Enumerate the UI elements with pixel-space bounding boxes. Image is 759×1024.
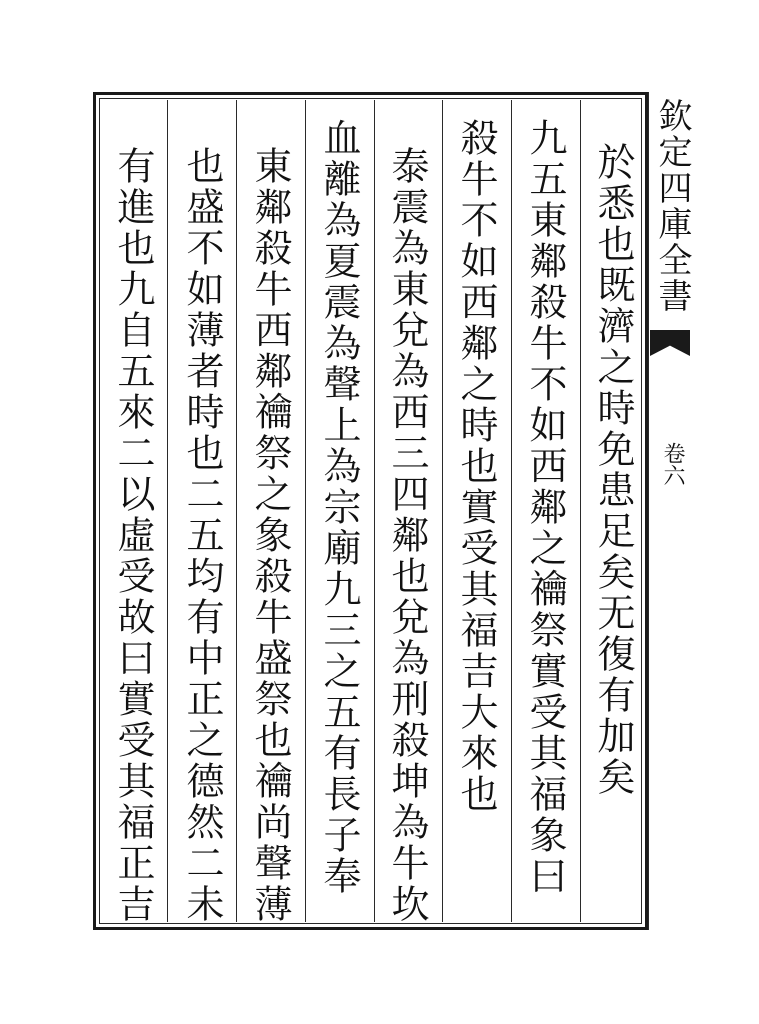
text-column-8: 有進也九自五來二以虛受故曰實受其福正吉 xyxy=(111,146,155,925)
column-rule xyxy=(167,100,168,922)
text-column-7: 也盛不如薄者時也二五均有中正之德然二未 xyxy=(180,146,224,925)
column-rule xyxy=(374,100,375,922)
text-column-1: 於悉也既濟之時免患足矣无復有加矣 xyxy=(591,142,635,798)
text-column-3: 殺牛不如西鄰之時也實受其福吉大來也 xyxy=(454,118,498,815)
column-rule xyxy=(442,100,443,922)
text-column-4: 泰震為東兌為西三四鄰也兌為刑殺坤為牛坎 xyxy=(385,146,429,925)
margin-rule xyxy=(648,92,649,930)
column-rule xyxy=(580,100,581,922)
column-rule xyxy=(511,100,512,922)
page-margin-strip xyxy=(648,92,694,930)
column-rule xyxy=(305,100,306,922)
text-column-6: 東鄰殺牛西鄰禴祭之象殺牛盛祭也禴尚聲薄 xyxy=(248,146,292,925)
column-rule xyxy=(236,100,237,922)
text-column-2: 九五東鄰殺牛不如西鄰之禴祭實受其福象曰 xyxy=(523,118,567,897)
book-title: 欽定四庫全書 xyxy=(652,98,692,314)
text-column-5: 血離為夏震為聲上為宗廟九三之五有長子奉 xyxy=(317,118,361,897)
volume-label: 卷六 xyxy=(660,442,685,486)
